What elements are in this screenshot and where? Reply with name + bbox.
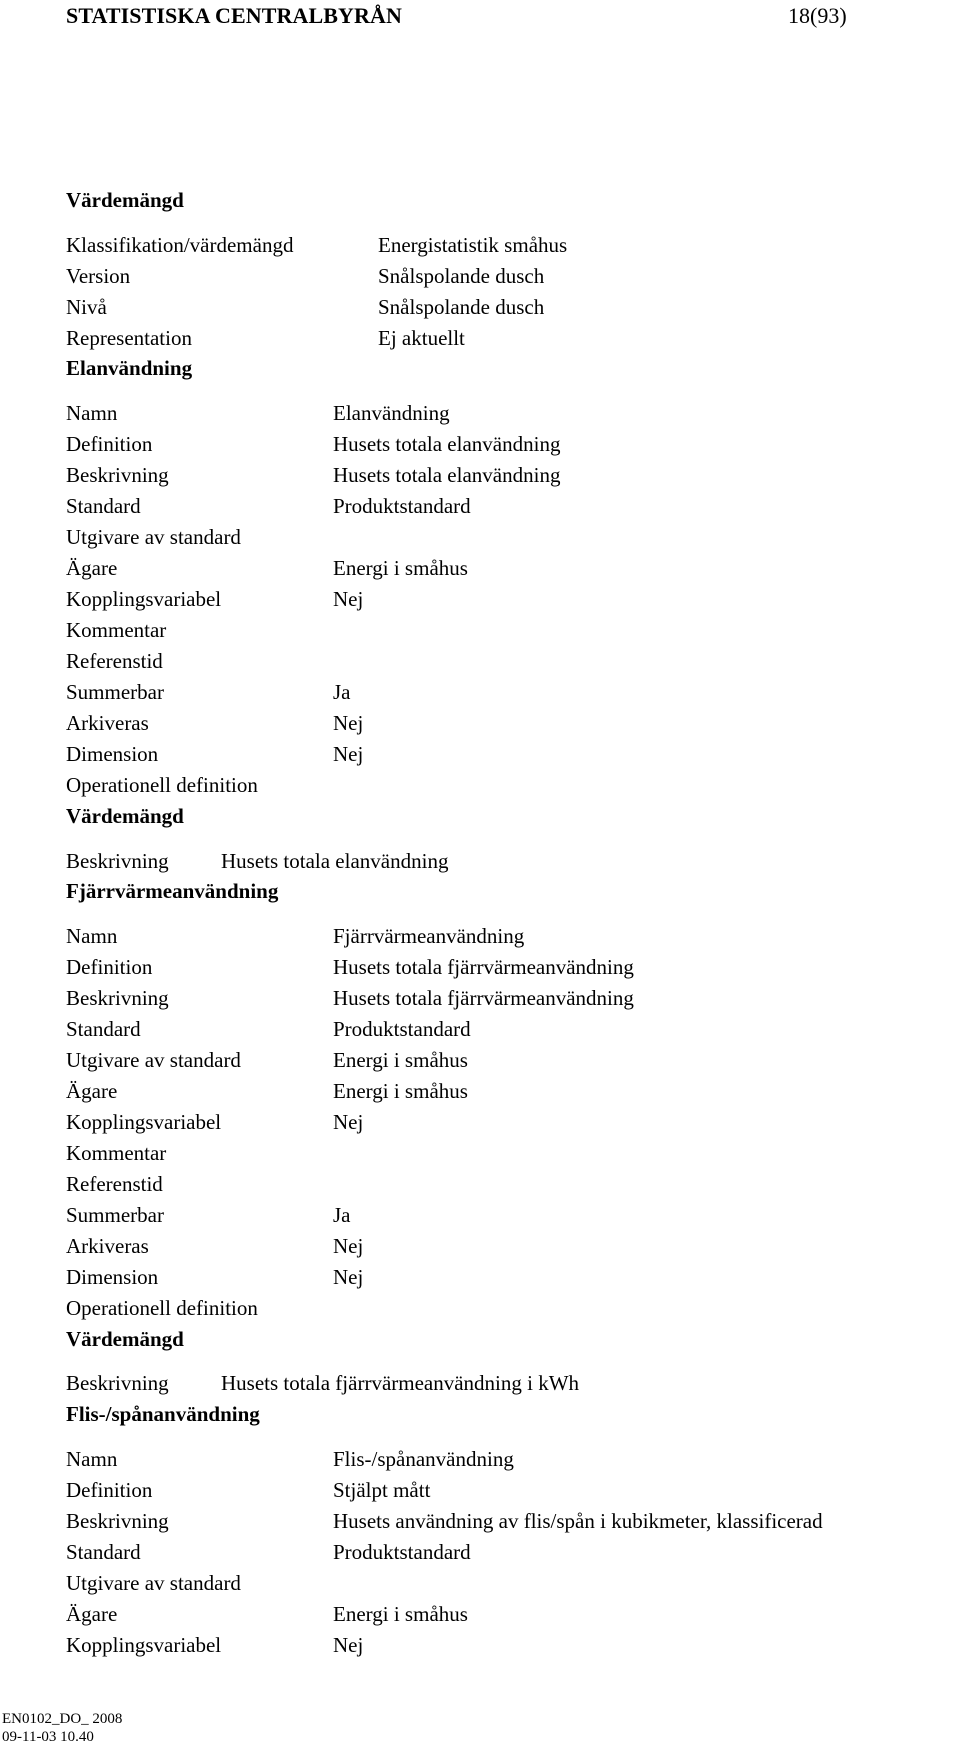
footer-doc-id: EN0102_DO_ 2008 [2, 1711, 123, 1727]
field-value: Stjälpt mått [333, 1478, 431, 1502]
field-label: Representation [66, 326, 192, 350]
section-heading: Flis-/spånanvändning [66, 1402, 260, 1426]
field-label: Utgivare av standard [66, 525, 241, 549]
field-label: Summerbar [66, 1203, 164, 1227]
field-value: Husets totala elanvändning [333, 432, 561, 456]
vardemangd-heading: Värdemängd [66, 1327, 184, 1351]
section-heading: Elanvändning [66, 356, 193, 380]
vardemangd-label: Beskrivning [66, 1371, 169, 1395]
field-value: Nej [333, 1234, 364, 1258]
field-label: Referenstid [66, 1172, 163, 1196]
vardemangd-heading: Värdemängd [66, 804, 184, 828]
field-label: Ägare [66, 1079, 118, 1103]
field-value: Husets totala fjärrvärmeanvändning [333, 955, 634, 979]
field-value: Energi i småhus [333, 1602, 468, 1626]
footer-timestamp: 09-11-03 10.40 [2, 1729, 94, 1745]
field-label: Namn [66, 924, 118, 948]
field-value: Snålspolande dusch [378, 264, 545, 288]
field-value: Produktstandard [333, 1017, 471, 1041]
field-value: Energi i småhus [333, 556, 468, 580]
field-label: Standard [66, 1017, 141, 1041]
field-value: Ja [333, 1203, 351, 1227]
field-label: Namn [66, 401, 118, 425]
field-value: Fjärrvärmeanvändning [333, 924, 525, 948]
field-label: Klassifikation/värdemängd [66, 233, 294, 257]
field-label: Dimension [66, 1265, 159, 1289]
vardemangd-value: Husets totala fjärrvärmeanvändning i kWh [221, 1371, 580, 1395]
field-label: Standard [66, 494, 141, 518]
field-value: Energi i småhus [333, 1048, 468, 1072]
field-label: Kommentar [66, 1141, 167, 1165]
field-label: Beskrivning [66, 1509, 169, 1533]
field-label: Namn [66, 1447, 118, 1471]
field-value: Elanvändning [333, 401, 450, 425]
field-value: Flis-/spånanvändning [333, 1447, 514, 1471]
field-value: Produktstandard [333, 494, 471, 518]
field-label: Kopplingsvariabel [66, 1633, 222, 1657]
field-value: Nej [333, 711, 364, 735]
field-label: Definition [66, 955, 153, 979]
field-value: Nej [333, 742, 364, 766]
section-heading: Fjärrvärmeanvändning [66, 879, 279, 903]
field-value: Nej [333, 1633, 364, 1657]
field-value: Husets användning av flis/spån i kubikmeter, klassificerad [333, 1509, 823, 1533]
field-value: Snålspolande dusch [378, 295, 545, 319]
field-label: Ägare [66, 1602, 118, 1626]
field-label: Operationell definition [66, 1296, 258, 1320]
field-label: Kopplingsvariabel [66, 587, 222, 611]
field-value: Energistatistik småhus [378, 233, 568, 257]
field-label: Standard [66, 1540, 141, 1564]
field-value: Husets totala fjärrvärmeanvändning [333, 986, 634, 1010]
field-label: Definition [66, 1478, 153, 1502]
field-value: Husets totala elanvändning [333, 463, 561, 487]
field-value: Energi i småhus [333, 1079, 468, 1103]
vardemangd-label: Beskrivning [66, 849, 169, 873]
field-label: Beskrivning [66, 986, 169, 1010]
field-value: Ej aktuellt [378, 326, 465, 350]
field-value: Nej [333, 587, 364, 611]
field-label: Utgivare av standard [66, 1571, 241, 1595]
field-label: Definition [66, 432, 153, 456]
vardemangd-heading: Värdemängd [66, 188, 184, 212]
field-label: Summerbar [66, 680, 164, 704]
vardemangd-value: Husets totala elanvändning [221, 849, 449, 873]
field-label: Operationell definition [66, 773, 258, 797]
field-label: Beskrivning [66, 463, 169, 487]
organization-name: STATISTISKA CENTRALBYRÅN [66, 3, 402, 28]
field-value: Nej [333, 1110, 364, 1134]
field-value: Ja [333, 680, 351, 704]
field-label: Ägare [66, 556, 118, 580]
field-label: Dimension [66, 742, 159, 766]
field-label: Nivå [66, 295, 107, 319]
field-value: Nej [333, 1265, 364, 1289]
field-label: Kopplingsvariabel [66, 1110, 222, 1134]
field-label: Kommentar [66, 618, 167, 642]
field-label: Utgivare av standard [66, 1048, 241, 1072]
field-label: Arkiveras [66, 1234, 149, 1258]
page-number: 18(93) [788, 3, 847, 28]
field-label: Arkiveras [66, 711, 149, 735]
field-label: Version [66, 264, 131, 288]
field-value: Produktstandard [333, 1540, 471, 1564]
field-label: Referenstid [66, 649, 163, 673]
